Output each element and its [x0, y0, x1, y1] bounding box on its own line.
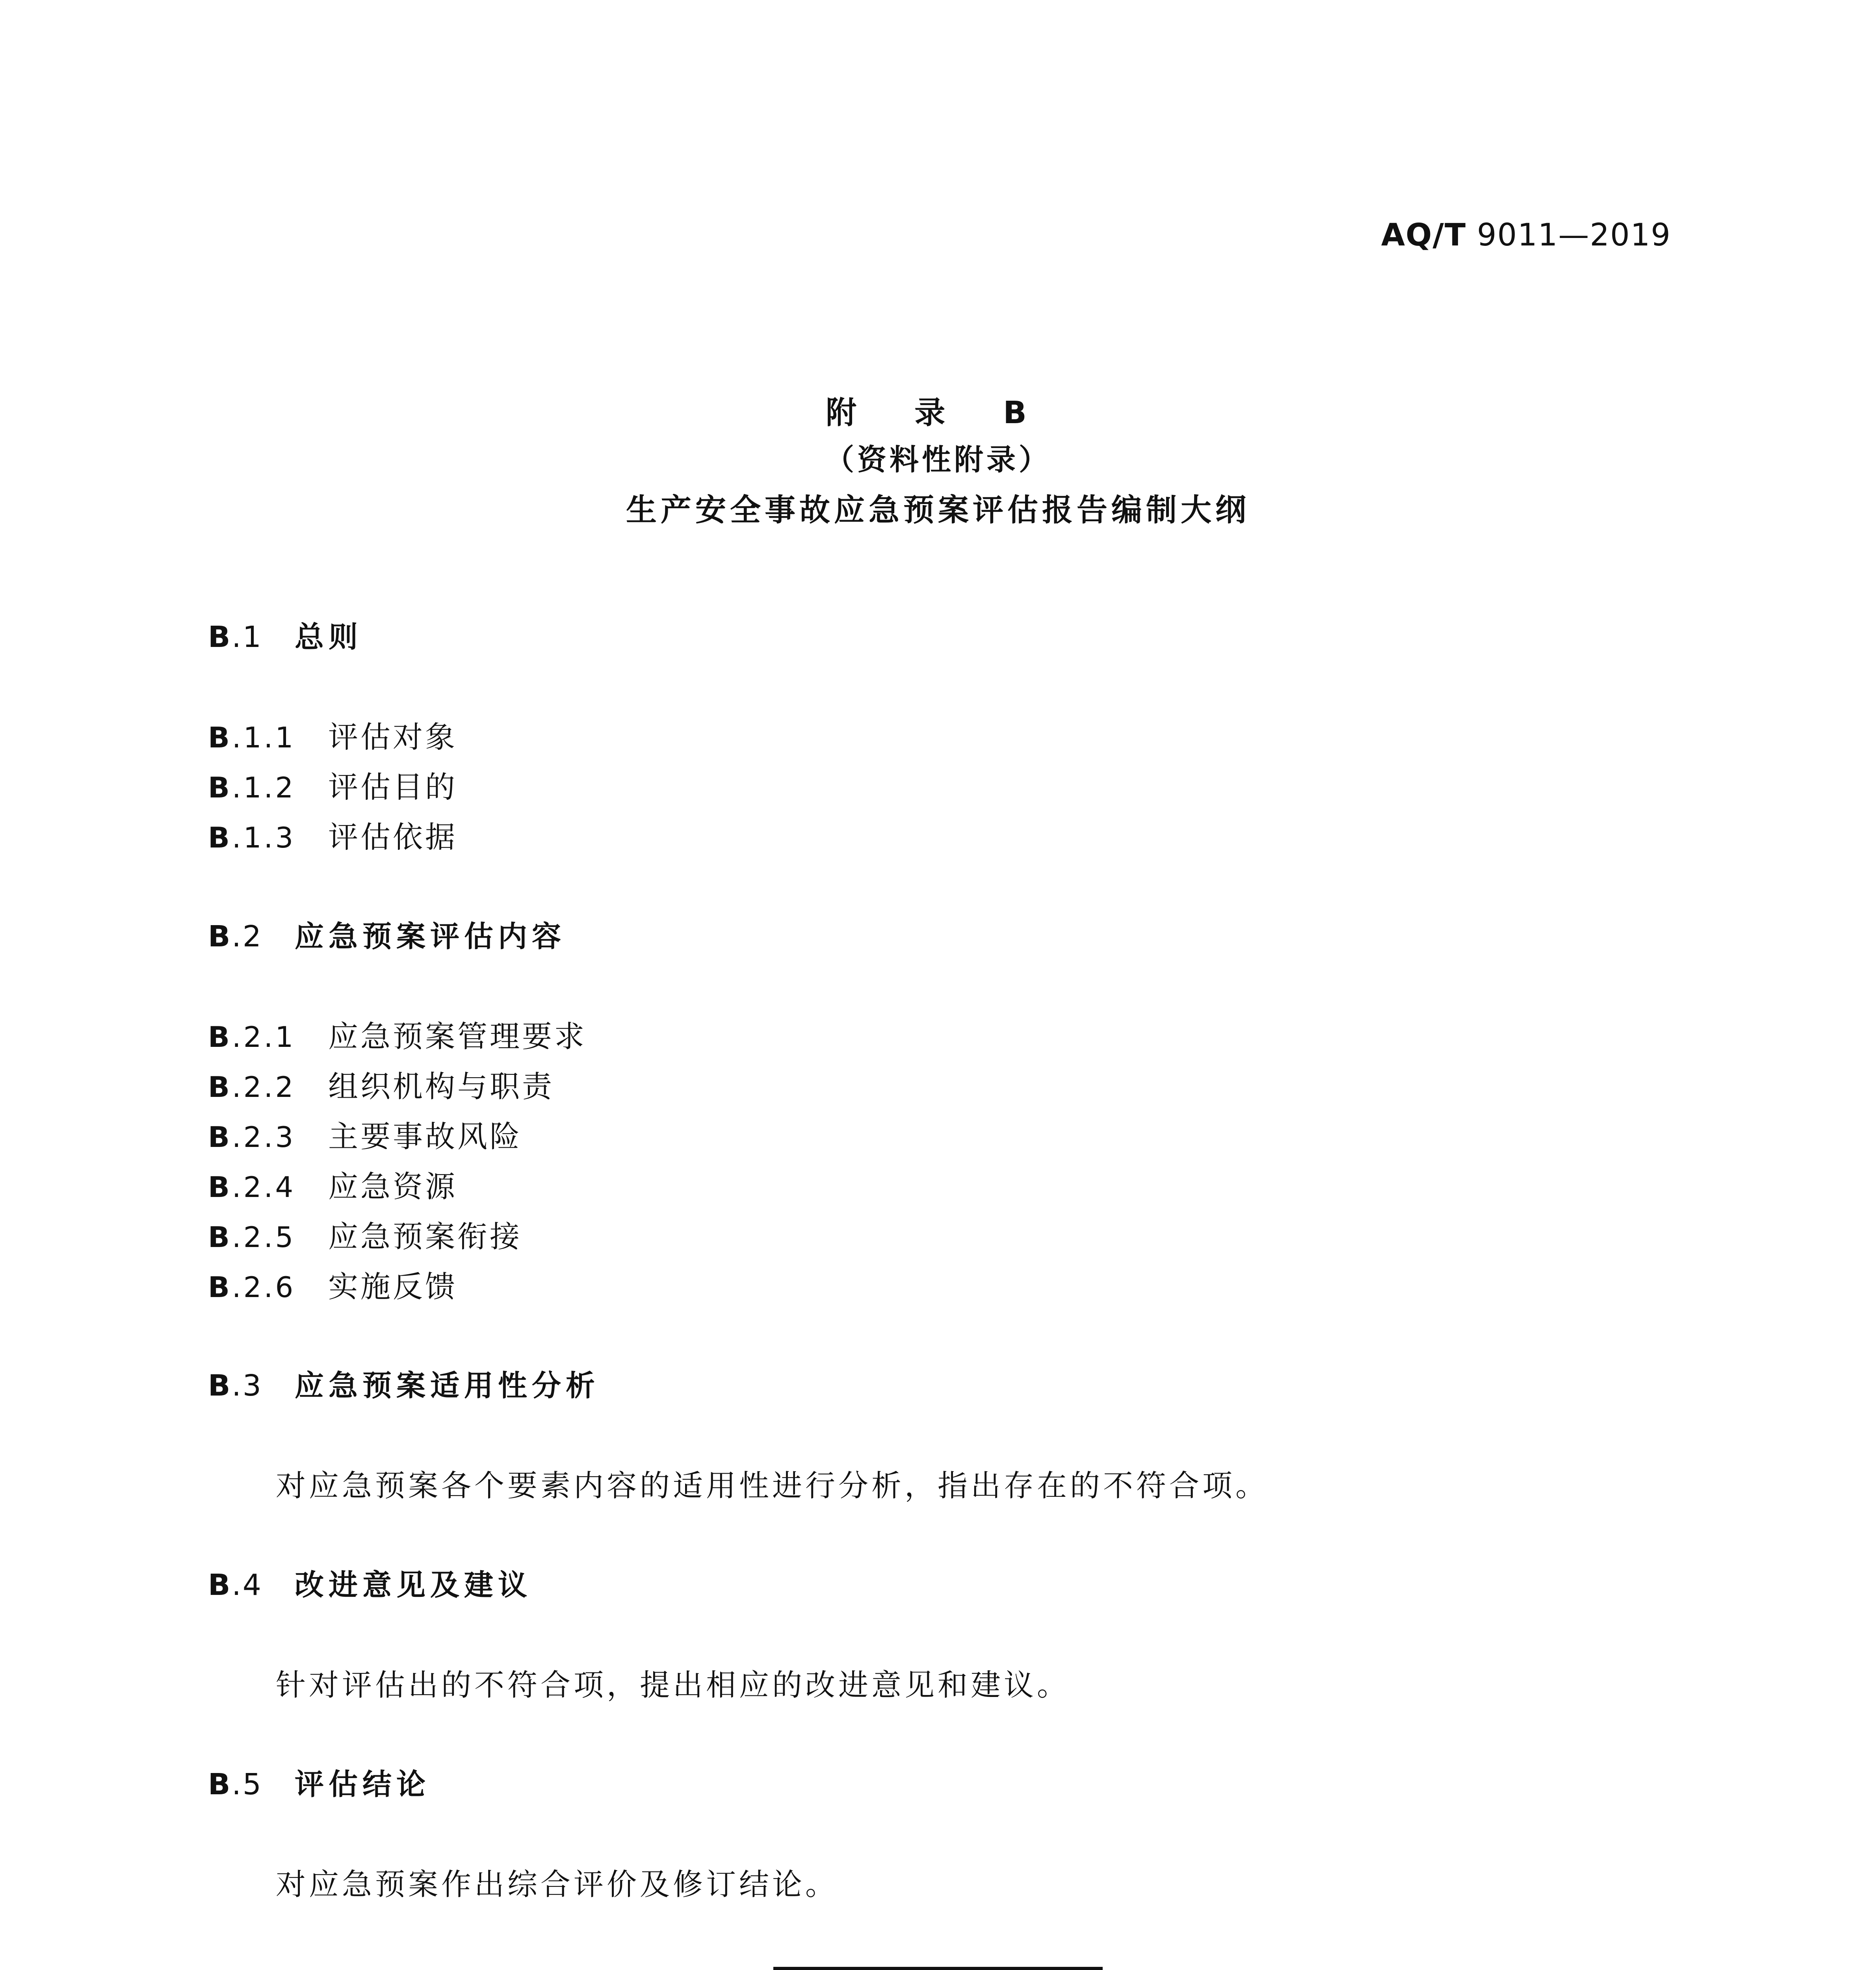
subsection-number: B.1.3: [208, 821, 296, 854]
appendix-title: 生产安全事故应急预案评估报告编制大纲: [626, 492, 1250, 528]
subsection-title: 应急预案管理要求: [328, 1019, 587, 1054]
section-number: B.5: [208, 1767, 263, 1801]
section-heading: [208, 1761, 430, 1803]
section-heading: [208, 614, 362, 656]
section-number: B.4: [208, 1568, 263, 1602]
standard-number: [1381, 217, 1671, 253]
section-title: 总则: [295, 620, 362, 654]
section-heading: [208, 1362, 600, 1404]
subsection-item: [208, 813, 457, 856]
section-title: 评估结论: [295, 1767, 430, 1801]
standard-code: 9011—2019: [1477, 217, 1671, 253]
subsection-item: [208, 763, 457, 806]
subsection-item: [208, 1213, 522, 1256]
section-number: B.3: [208, 1369, 263, 1403]
subsection-number: B.2.4: [208, 1171, 296, 1204]
appendix-label: 附 录 B: [826, 395, 1050, 431]
subsection-title: 实施反馈: [328, 1269, 457, 1304]
subsection-title: 应急预案衔接: [328, 1219, 522, 1254]
subsection-title: 评估对象: [328, 719, 457, 755]
standard-prefix: AQ/T: [1381, 217, 1467, 253]
section-title: 应急预案评估内容: [295, 920, 566, 953]
subsection-item: [208, 1013, 587, 1056]
section-paragraph: 针对评估出的不符合项，提出相应的改进意见和建议。: [276, 1667, 1070, 1702]
subsection-title: 主要事故风险: [328, 1119, 522, 1154]
subsection-number: B.2.6: [208, 1271, 296, 1304]
section-number: B.2: [208, 920, 263, 953]
appendix-type: （资料性附录）: [825, 443, 1051, 477]
subsection-number: B.2.5: [208, 1221, 296, 1254]
section-paragraph: 对应急预案作出综合评价及修订结论。: [276, 1867, 838, 1902]
subsection-number: B.1.2: [208, 771, 296, 804]
subsection-item: [208, 713, 457, 756]
subsection-number: B.2.1: [208, 1020, 296, 1054]
section-title: 应急预案适用性分析: [295, 1369, 600, 1403]
subsection-title: 应急资源: [328, 1169, 457, 1204]
subsection-number: B.2.2: [208, 1070, 296, 1104]
section-heading: [208, 913, 566, 955]
subsection-number: B.2.3: [208, 1121, 296, 1154]
subsection-item: [208, 1263, 457, 1306]
subsection-number: B.1.1: [208, 721, 296, 754]
subsection-item: [208, 1063, 554, 1106]
section-number: B.1: [208, 620, 263, 654]
subsection-item: [208, 1113, 522, 1156]
subsection-title: 评估目的: [328, 769, 457, 805]
subsection-title: 组织机构与职责: [328, 1069, 554, 1104]
section-title: 改进意见及建议: [295, 1568, 532, 1602]
subsection-title: 评估依据: [328, 820, 457, 855]
section-paragraph: 对应急预案各个要素内容的适用性进行分析，指出存在的不符合项。: [276, 1468, 1269, 1503]
subsection-item: [208, 1163, 457, 1206]
section-heading: [208, 1562, 532, 1604]
end-rule: [773, 1967, 1103, 1970]
